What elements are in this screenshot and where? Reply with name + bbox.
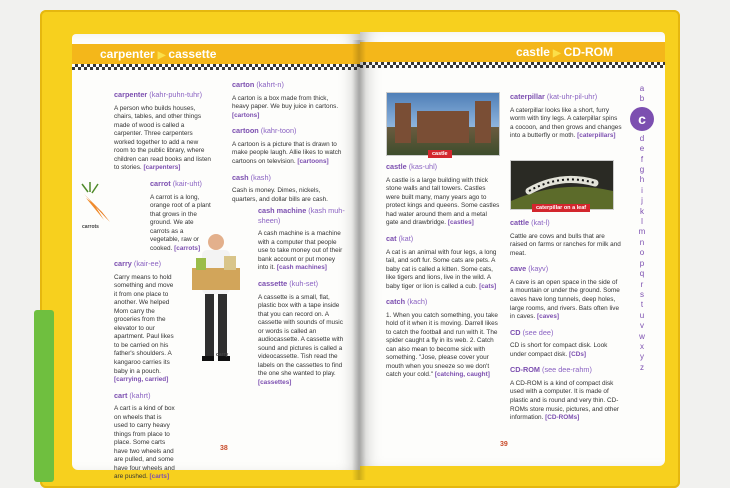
headword: cash xyxy=(232,172,249,182)
inflections: [castles] xyxy=(447,219,474,227)
inflections: [cassettes] xyxy=(258,378,292,386)
definition: 1. When you catch something, you take hold of it when it is moving. Darrell likes to catch the football and run with it. The spider caught a fly in its web. 2. Catch can also mean to become sick with something. "Jose, please cover your mouth when you sneeze so we don't catch your cold." xyxy=(386,311,498,379)
definition: Cash is money. Dimes, nickels, quarters, and dollar bills are cash. xyxy=(232,187,328,203)
carry-caption: carry xyxy=(216,352,229,358)
alpha-letter: p xyxy=(639,258,645,268)
pronunciation: (kair-ee) xyxy=(133,259,162,269)
pronunciation: (kach) xyxy=(407,297,428,307)
definition: A castle is a large building with thick stone walls and tall towers. Castles were built many, many years ago to protect kings and queens. Some castles had water around them and a metal gate and drawbridge. xyxy=(386,176,500,227)
headword: carpenter xyxy=(114,90,148,99)
right-column-2-top xyxy=(510,92,622,147)
alpha-letter: j xyxy=(641,196,643,206)
definition: A cash machine is a machine with a computer that people use to take money out of their bank account or put money into it. xyxy=(258,230,343,272)
inflections: [caves] xyxy=(537,313,560,321)
headword: cattle xyxy=(510,218,530,227)
pronunciation: (kat) xyxy=(398,233,414,243)
definition: A carton is a box made from thick, heavy paper. We buy juice in cartons. xyxy=(232,94,339,111)
alpha-letter: q xyxy=(639,269,645,279)
alpha-letter: i xyxy=(641,185,643,195)
page-number-left: 38 xyxy=(220,445,228,452)
headword: caterpillar xyxy=(510,92,545,101)
pronunciation: (kair-uht) xyxy=(172,178,202,188)
inflections: [cartoons] xyxy=(297,157,329,165)
pronunciation: (kahrt) xyxy=(129,390,151,400)
alpha-letter: m xyxy=(638,227,646,237)
pronunciation: (kayv) xyxy=(528,264,549,274)
pronunciation: (kahr-puhn-tuhr) xyxy=(149,90,203,99)
alpha-letter: l xyxy=(641,217,643,227)
headword: cassette xyxy=(258,278,288,288)
headword: CD-ROM xyxy=(510,365,540,375)
alpha-letter: u xyxy=(639,310,645,320)
definition: A cat is an animal with four legs, a long tail, and soft fur. Some cats are pets. A baby cat is called a kitten. Some cats, like tigers and lions, live in the wild. A baby tiger or lion is called a cub. xyxy=(386,248,497,290)
alpha-letter: d xyxy=(639,133,645,143)
definition: A CD-ROM is a kind of compact disk used with a computer. It is made of plastic and is round and very thin. CD-ROMs store music, pictures, and other information. xyxy=(510,379,620,422)
definition: A caterpillar looks like a short, furry worm with tiny legs. A caterpillar spins a cocoon, and then grows and changes into a butterfly or moth. xyxy=(510,106,622,140)
pronunciation: (kat-uhr-pil-uhr) xyxy=(546,92,598,101)
definition: A person who builds houses, chairs, tables, and other things made of wood is called a carpenter. Three carpenters worked together to add a new room to the public library, where children can read books and listen to stories. xyxy=(114,104,211,172)
definition: CD is short for compact disk. Look under compact disk. xyxy=(510,342,608,358)
entry-cat xyxy=(386,234,500,291)
pronunciation: (see dee) xyxy=(522,327,554,337)
entry-catch xyxy=(386,297,500,380)
checker-border xyxy=(360,62,665,68)
pronunciation: (see dee-rahm) xyxy=(542,365,592,375)
inflections: [carpenters] xyxy=(143,164,181,172)
header-last-word: CD-ROM xyxy=(563,45,613,59)
pronunciation: (kahrt-n) xyxy=(256,80,284,89)
boy-carrying-groceries-picture xyxy=(190,230,242,372)
pronunciation: (kash muh-sheen) xyxy=(258,206,345,225)
definition: A cassette is a small, flat, plastic box with a tape inside that you can record on. A cassette with sounds of music or words is called an audiocassette. A cassette with sound and pictures is called a videocassette. Tish read the labels on the cassettes to find the one she wanted to play. xyxy=(258,293,344,378)
inflections: [cash machines] xyxy=(276,264,327,272)
inflections: [CDs] xyxy=(568,350,587,358)
left-column-3 xyxy=(258,206,346,393)
definition: A cart is a kind of box on wheels that is used to carry heavy things from place to place. Some carts have two wheels and are pulled, and some have four wheels and are pushed. xyxy=(114,405,175,481)
pronunciation: (kas-uhl) xyxy=(408,162,438,171)
headword: cartoon xyxy=(232,126,259,136)
inflections: [CD-ROMs] xyxy=(545,414,580,422)
headword: carrot xyxy=(150,178,171,188)
page-number-right: 39 xyxy=(500,441,508,448)
right-column-2 xyxy=(510,218,622,429)
definition: A cartoon is a picture that is drawn to make people laugh. Allie likes to watch cartoons on television. xyxy=(232,140,342,165)
pronunciation: (kuh-set) xyxy=(289,278,319,288)
alpha-letter: a xyxy=(639,84,645,93)
alpha-letter: h xyxy=(639,175,645,185)
alpha-letter: s xyxy=(640,289,644,299)
alpha-letter: k xyxy=(640,206,644,216)
left-page-header xyxy=(72,44,360,64)
entry-caterpillar xyxy=(510,92,622,141)
entry-cartoon xyxy=(232,126,344,166)
headword: cart xyxy=(114,390,128,400)
definition: A cave is an open space in the side of a mountain or under the ground. Some caves have long tunnels, deep holes, large rooms, and rivers. Bats often live in caves. xyxy=(510,278,620,321)
left-page xyxy=(72,34,360,481)
carrot-picture xyxy=(80,182,112,224)
alphabet-index xyxy=(629,84,655,373)
alpha-letter: f xyxy=(640,154,644,164)
entry-castle xyxy=(386,162,500,228)
alpha-letter: w xyxy=(639,331,645,341)
right-page-header xyxy=(360,42,665,62)
castle-caption: castle xyxy=(428,150,452,158)
entry-cd xyxy=(510,328,622,360)
alpha-letter: t xyxy=(640,300,644,310)
caterpillar-caption: caterpillar on a leaf xyxy=(532,204,590,212)
header-arrow-icon: ▶ xyxy=(157,50,166,61)
inflections: [carrots] xyxy=(174,244,201,252)
headword: cat xyxy=(386,233,397,243)
book-spine-shadow xyxy=(352,40,366,480)
right-column-1 xyxy=(386,162,500,386)
entry-cd-rom xyxy=(510,365,622,422)
entry-cattle xyxy=(510,218,622,258)
carrots-caption: carrots xyxy=(82,224,99,230)
definition: Cattle are cows and bulls that are raised on farms or ranches for milk and meat. xyxy=(510,232,621,257)
alpha-letter: y xyxy=(640,352,644,362)
alpha-letter: x xyxy=(640,341,644,351)
entry-cassette xyxy=(258,279,346,387)
header-first-word: castle xyxy=(515,45,550,59)
definition: Carry means to hold something and move it from one place to another. We helped Mom carry the groceries from the elevator to our apartment. Paul likes to be carried on his father's shoulders. A kangaroo carries its baby in a pouch. xyxy=(114,273,174,375)
headword: carry xyxy=(114,259,132,269)
pronunciation: (kat-l) xyxy=(531,218,550,227)
entry-carton xyxy=(232,80,344,120)
alpha-letter: o xyxy=(639,248,645,258)
right-page xyxy=(360,32,665,466)
alpha-letter: r xyxy=(640,279,644,289)
headword: catch xyxy=(386,297,406,307)
header-first-word: carpenter xyxy=(100,47,155,61)
entry-cash-machine xyxy=(258,206,346,273)
left-column-2 xyxy=(232,80,344,210)
headword: castle xyxy=(386,162,407,171)
entry-carpenter xyxy=(114,90,212,173)
alpha-letter: b xyxy=(639,94,645,104)
header-last-word: cassette xyxy=(168,47,217,61)
inflections: [caterpillars] xyxy=(577,132,616,140)
alpha-letter: z xyxy=(640,362,644,372)
inflections: [catching, caught] xyxy=(434,371,490,379)
caterpillar-photo xyxy=(510,160,614,210)
alpha-current-letter: c xyxy=(630,107,654,131)
alpha-letter: n xyxy=(639,237,645,247)
entry-cart xyxy=(114,391,176,482)
definition: A carrot is a long, orange root of a plant that grows in the ground. We ate carrots as a vegetable, raw or cooked. xyxy=(150,193,211,252)
entry-cave xyxy=(510,264,622,321)
alpha-letter: g xyxy=(639,165,645,175)
castle-photo xyxy=(386,92,500,156)
book-cover-green-edge xyxy=(34,310,54,482)
entry-cash xyxy=(232,173,344,205)
entry-carry xyxy=(114,259,174,384)
inflections: [cartons] xyxy=(232,111,260,119)
alpha-letter: v xyxy=(640,321,644,331)
inflections: [cats] xyxy=(479,282,497,290)
headword: cave xyxy=(510,264,527,274)
pronunciation: (kahr-toon) xyxy=(260,126,297,136)
alpha-letter: e xyxy=(639,144,645,154)
headword: cash machine xyxy=(258,206,307,215)
pronunciation: (kash) xyxy=(250,172,271,182)
inflections: [carrying, carried] xyxy=(114,376,169,384)
headword: CD xyxy=(510,327,521,337)
checker-border xyxy=(72,64,360,70)
headword: carton xyxy=(232,80,255,89)
inflections: [carts] xyxy=(149,473,170,481)
header-arrow-icon: ▶ xyxy=(552,48,561,59)
